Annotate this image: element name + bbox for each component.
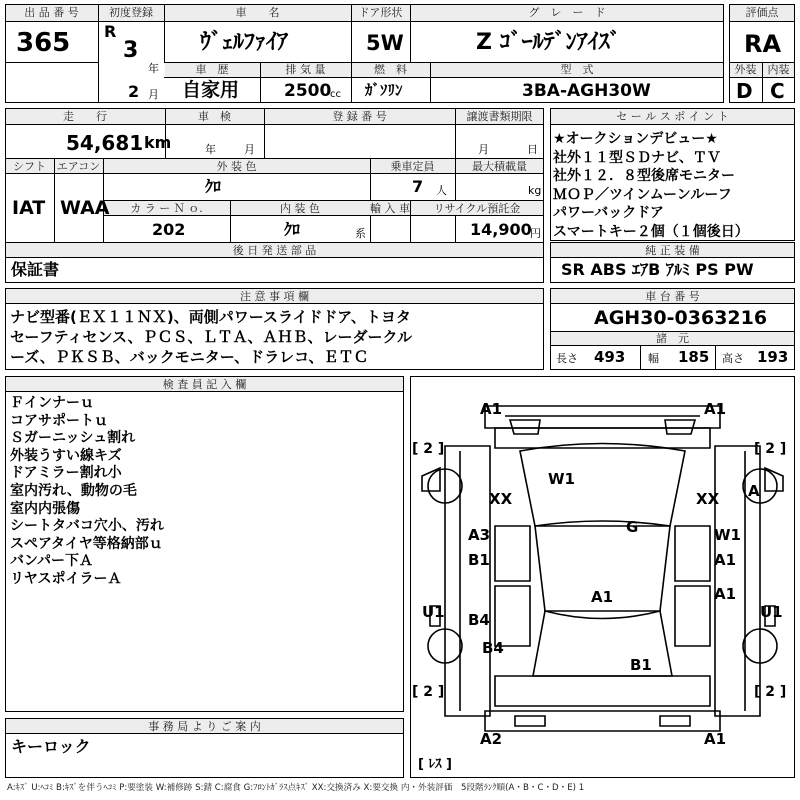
door-type: 5W	[366, 31, 404, 55]
car-name-header: 車 名	[235, 6, 280, 19]
inspector-note: コアサポートｕ	[10, 412, 108, 429]
dims-header: 諸 元	[656, 332, 689, 345]
diag-right-a1b: A1	[714, 585, 737, 603]
office-note: キーロック	[11, 737, 91, 756]
inspector-note: Ｓガーニッシュ割れ	[10, 430, 136, 447]
diag-rear-b1: B1	[630, 656, 652, 674]
genuine-equipment-header: 純 正 装 備	[645, 244, 700, 257]
sales-points-header: セ ー ル ス ポ イ ン ト	[616, 110, 729, 123]
fuel-header: 燃 料	[374, 63, 407, 76]
diag-rear-left: A2	[480, 730, 503, 748]
mileage-value: 54,681	[66, 131, 144, 155]
office-header: 事 務 局 よ り ご 案 内	[148, 720, 261, 733]
diag-front-left: A1	[480, 400, 503, 418]
note-line: ーズ、ＰＫＳＢ、バックモニター、ドラレコ、ＥＴＣ	[10, 348, 369, 366]
ext-color-header: 外 装 色	[216, 160, 257, 173]
transfer-day-unit: 日	[527, 143, 538, 156]
color-no-value: 202	[152, 220, 186, 239]
length-label: 長さ	[556, 352, 578, 365]
diag-front-right: A1	[704, 400, 727, 418]
inspector-note: バンパー下Ａ	[10, 553, 94, 570]
sales-point-item: ★オークションデビュー★	[553, 131, 718, 147]
diag-xx-left: XX	[489, 490, 513, 508]
shift-header: シフト	[13, 160, 46, 173]
inspection-month-unit: 月	[244, 143, 255, 156]
history-header: 車 歴	[195, 63, 229, 76]
diag-roof: G	[626, 518, 639, 536]
max-load-header: 最大積載量	[472, 160, 527, 173]
recycle-value: 14,900	[470, 220, 532, 239]
max-load-unit: kg	[528, 184, 542, 197]
model-value: 3BA-AGH30W	[522, 81, 651, 101]
recycle-unit: 円	[530, 227, 541, 240]
grade: Z ｺﾞｰﾙﾃﾞﾝｱｲｽﾞ	[476, 30, 621, 55]
mileage-header: 走 行	[63, 110, 107, 123]
inspector-notes-list	[10, 395, 164, 589]
chassis-header: 車 台 番 号	[645, 290, 700, 303]
sales-point-item: 社外１１型ＳＤナビ、ＴＶ	[553, 149, 721, 166]
int-header: 内装	[767, 63, 790, 76]
diag-right-u1: U1	[760, 603, 783, 621]
first-reg-era: R	[104, 22, 117, 41]
inspector-header: 検 査 員 記 入 欄	[162, 378, 247, 391]
sales-points-list	[553, 130, 749, 242]
displacement-value: 2500	[284, 81, 332, 101]
car-diagram-icon	[410, 376, 795, 778]
first-reg-month-unit: 月	[148, 88, 159, 101]
inspector-note: 室内汚れ、動物の毛	[10, 482, 137, 499]
lot-number: 365	[16, 28, 71, 58]
later-parts-header: 後 日 発 送 部 品	[232, 244, 317, 257]
inspector-note: 室内内張傷	[10, 500, 80, 517]
door-header: ドア形状	[358, 6, 403, 19]
notes-list	[10, 307, 412, 367]
diag-left-b4b: B4	[482, 639, 504, 657]
int-color-value: ｸﾛ	[284, 220, 301, 239]
inspector-note: Ｆインナーｕ	[10, 395, 94, 411]
int-color-header: 内 装 色	[280, 202, 320, 215]
legend: A:ｷｽﾞ U:ﾍｺﾐ B:ｷｽﾞを伴うﾍｺﾐ P:要塗装 W:補修跡 S:錆 C:腐食 G:ﾌﾛﾝﾄｶﾞﾗｽ点ｷｽﾞ XX:交換済み X:要交換 内・外装評価 5段階ﾗﾝｸ順(A・B・C・D・E) 1	[7, 783, 585, 793]
notes-header: 注 意 事 項 欄	[240, 290, 309, 303]
int-color-unit: 系	[355, 227, 366, 240]
diag-tire-rr: [ 2 ]	[754, 684, 787, 700]
inspector-note: リヤスポイラーＡ	[10, 570, 122, 587]
lot-no-header: 出 品 番 号	[24, 6, 79, 19]
ext-grade: D	[736, 79, 753, 103]
height-label: 高さ	[722, 352, 744, 365]
length-value: 493	[594, 348, 626, 366]
later-parts-value: 保証書	[11, 260, 60, 279]
inspector-note: 外装うすい線キズ	[10, 447, 122, 464]
width-label: 幅	[648, 352, 659, 365]
ext-color-value: ｸﾛ	[205, 177, 222, 196]
car-name: ｳﾞｪﾙﾌｧｲｱ	[200, 30, 289, 55]
diag-center-a1: A1	[591, 588, 614, 606]
sales-point-item: 社外１２．８型後席モニター	[553, 168, 735, 185]
diag-windshield: W1	[548, 470, 575, 488]
capacity-value: 7	[412, 177, 424, 196]
diag-left-u1: U1	[422, 603, 445, 621]
sales-point-item: パワーバックドア	[553, 205, 664, 222]
note-line: ナビ型番(ＥＸ１１ＮＸ)、両側パワースライドドア、トヨタ	[10, 308, 411, 326]
diag-tire-rl: [ 2 ]	[412, 684, 445, 700]
diag-right-a1a: A1	[714, 551, 737, 569]
model-header: 型 式	[560, 63, 594, 76]
diag-left-b1: B1	[468, 551, 490, 569]
diag-tire-fl: [ 2 ]	[412, 441, 445, 457]
diag-tire-fr: [ 2 ]	[754, 441, 787, 457]
inspector-note: ドアミラー割れ小	[10, 465, 122, 482]
diag-left-b4: B4	[468, 611, 490, 629]
aircon-header: エアコン	[56, 160, 101, 173]
mileage-unit: km	[144, 133, 172, 152]
int-grade: C	[770, 79, 785, 103]
inspection-year-unit: 年	[205, 143, 216, 156]
displacement-unit: cc	[330, 89, 341, 100]
grade-header: グ レ ー ド	[528, 6, 606, 19]
ext-header: 外装	[734, 63, 757, 76]
recycle-header: リサイクル預託金	[433, 202, 521, 215]
diag-res: [ ﾚｽ ]	[418, 757, 452, 772]
width-value: 185	[678, 348, 710, 366]
fuel-value: ｶﾞｿﾘﾝ	[365, 81, 403, 99]
first-reg-year-unit: 年	[148, 62, 159, 75]
diag-wheel-fr: A	[748, 482, 760, 500]
note-line: セーフティセンス、ＰＣＳ、ＬＴＡ、ＡＨＢ、レーダークル	[10, 328, 413, 346]
transfer-header: 譲渡書類期限	[466, 110, 533, 123]
inspector-note: スペアタイヤ等格納部ｕ	[10, 535, 163, 552]
inspection-header: 車 検	[198, 110, 231, 123]
diag-xx-right: XX	[696, 490, 720, 508]
sales-point-item: スマートキー２個（１個後日）	[553, 223, 749, 240]
reg-no-header: 登 録 番 号	[332, 110, 387, 123]
diag-right-w1: W1	[714, 526, 741, 544]
color-no-header: カ ラ ー Ｎ ｏ.	[130, 202, 203, 215]
displacement-header: 排 気 量	[285, 63, 326, 76]
sales-point-item: ＭＯＰ／ツインムーンルーフ	[553, 186, 732, 203]
capacity-unit: 人	[436, 184, 447, 197]
score-value: RA	[744, 30, 782, 58]
diag-left-a3: A3	[468, 526, 491, 544]
aircon-value: WAA	[60, 197, 110, 219]
height-value: 193	[757, 348, 789, 366]
diag-rear-right: A1	[704, 730, 727, 748]
capacity-header: 乗車定員	[390, 160, 435, 173]
first-reg-month: 2	[128, 82, 140, 101]
history-value: 自家用	[182, 79, 240, 101]
score-header: 評価点	[745, 6, 779, 19]
first-reg-header: 初度登録	[109, 6, 153, 19]
shift-value: IAT	[12, 197, 46, 219]
genuine-equipment-value: SR ABS ｴｱB ｱﾙﾐ PS PW	[561, 260, 754, 279]
chassis-number: AGH30-0363216	[594, 307, 768, 329]
first-reg-year: 3	[123, 38, 139, 63]
transfer-month-unit: 月	[478, 143, 489, 156]
inspector-note: シートタバコ穴小、汚れ	[10, 518, 164, 535]
import-header: 輸 入 車	[370, 202, 410, 215]
